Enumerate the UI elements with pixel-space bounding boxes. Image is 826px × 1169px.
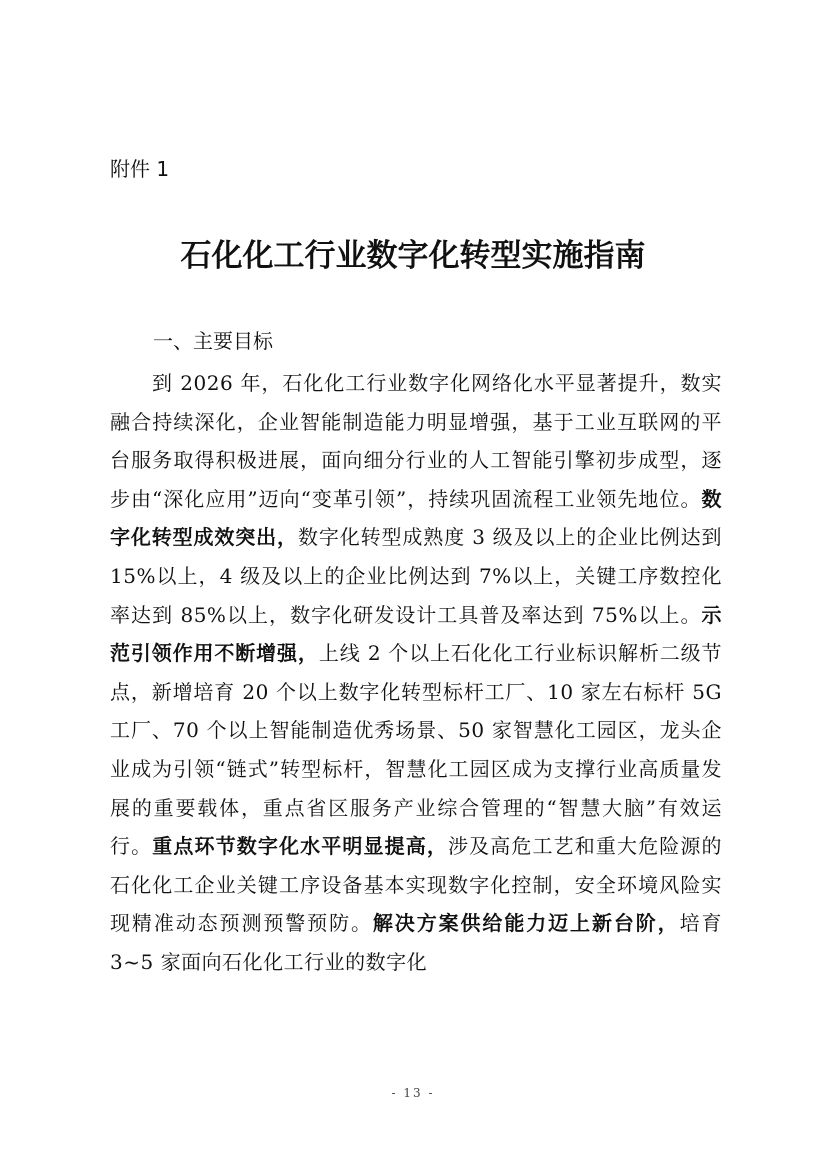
page-number: - 13 - — [391, 1086, 435, 1100]
bold-key-phrase: 数字化转型成效突出， — [110, 486, 722, 550]
bold-key-phrase: 解决方案供给能力迈上新台阶， — [372, 911, 680, 936]
paragraph-segment: 培育 3~5 家面向石化化工行业的数字化 — [110, 911, 723, 974]
paragraph-segment: 数字化转型成熟度 3 级及以上的企业比例达到 15%以上，4 级及以上的企业比例达到 7%以上，关键工序数控化率达到 85%以上，数字化研发设计工具普及率达到 75%以上。 — [110, 525, 722, 627]
paragraph-segment: 到 2026 年，石化化工行业数字化网络化水平显著提升，数实融合持续深化，企业智能制造能力明显增强，基于工业互联网的平台服务取得积极进展，面向细分行业的人工智能引擎初步成型，逐步由“深化应用”迈向“变革引领”，持续巩固流程工业领先地位。 — [110, 371, 722, 511]
document-title: 石化化工行业数字化转型实施指南 — [180, 238, 646, 274]
attachment-label: 附件 1 — [110, 157, 170, 181]
bold-key-phrase: 重点环节数字化水平明显提高， — [152, 834, 448, 859]
section-heading: 一、主要目标 — [153, 329, 273, 353]
body-paragraph — [110, 364, 722, 982]
paragraph-segment: 涉及高危工艺和重大危险源的石化化工企业关键工序设备基本实现数字化控制，安全环境风险实现精准动态预测预警预防。 — [110, 834, 722, 936]
paragraph-segment: 上线 2 个以上石化化工行业标识解析二级节点，新增培育 20 个以上数字化转型标杆工厂、10 家左右标杆 5G 工厂、70 个以上智能制造优秀场景、50 家智慧化工园区，龙头企业成为引领“链式”转型标杆，智慧化工园区成为支撑行业高质量发展的重要载体，重点省区服务产业综合管理的“智慧大脑”有效运行。 — [110, 641, 722, 859]
bold-key-phrase: 示范引领作用不断增强， — [110, 602, 722, 666]
